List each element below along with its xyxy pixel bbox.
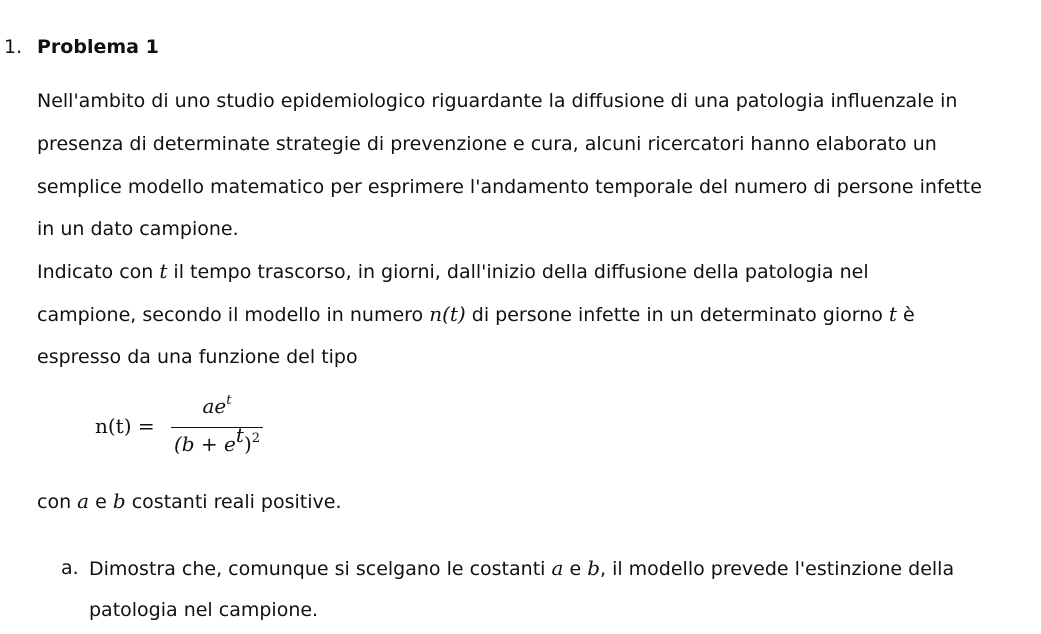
problem-title: Problema 1 [37, 36, 159, 58]
denominator-power: 2 [251, 431, 261, 446]
math-variable: t [159, 259, 168, 283]
text-segment: è [896, 304, 915, 326]
item-line [89, 555, 954, 582]
text-segment: Indicato con [37, 261, 160, 283]
paragraph-line: presenza di determinate strategie di prevenzione e cura, alcuni ricercatori hanno elaborato un [37, 133, 937, 155]
paragraph-line [37, 301, 915, 328]
denominator-close: ) [243, 432, 252, 456]
text-segment: e [563, 558, 588, 580]
text-segment: e [89, 491, 113, 513]
text-segment: campione, secondo il modello in numero [37, 304, 430, 326]
denominator-base: (b + e [173, 432, 236, 456]
denominator-exponent: t [235, 423, 244, 447]
paragraph-line: in un dato campione. [37, 218, 239, 240]
math-variable: a [77, 489, 90, 513]
paragraph-line: semplice modello matematico per esprimere l'andamento temporale del numero di persone infette [37, 176, 982, 198]
math-variable: b [587, 556, 600, 580]
formula-lhs: n(t) = [95, 414, 155, 438]
numerator-exponent: t [226, 393, 232, 408]
constants-line [37, 488, 342, 515]
paragraph-line: espresso da una funzione del tipo [37, 346, 358, 368]
text-segment: Dimostra che, comunque si scelgano le costanti [89, 558, 552, 580]
text-segment: , il modello prevede l'estinzione della [600, 558, 955, 580]
math-expression: n(t) [429, 302, 466, 326]
paragraph-line: Nell'ambito di uno studio epidemiologico riguardante la diffusione di una patologia influenzale in [37, 90, 958, 112]
math-variable: t [888, 302, 897, 326]
text-segment: il tempo trascorso, in giorni, dall'inizio della diffusione della patologia nel [167, 261, 869, 283]
text-segment: di persone infette in un determinato giorno [465, 304, 889, 326]
problem-number: 1. [4, 36, 23, 58]
paragraph-line [37, 258, 869, 285]
formula-numerator [171, 394, 263, 418]
text-segment: con [37, 491, 78, 513]
text-segment: costanti reali positive. [125, 491, 342, 513]
numerator-base: ae [202, 394, 227, 418]
item-label: a. [61, 557, 79, 579]
fraction-bar [171, 427, 263, 428]
math-variable: a [551, 556, 564, 580]
formula-denominator [171, 423, 263, 456]
math-variable: b [112, 489, 126, 513]
item-line: patologia nel campione. [89, 599, 319, 621]
